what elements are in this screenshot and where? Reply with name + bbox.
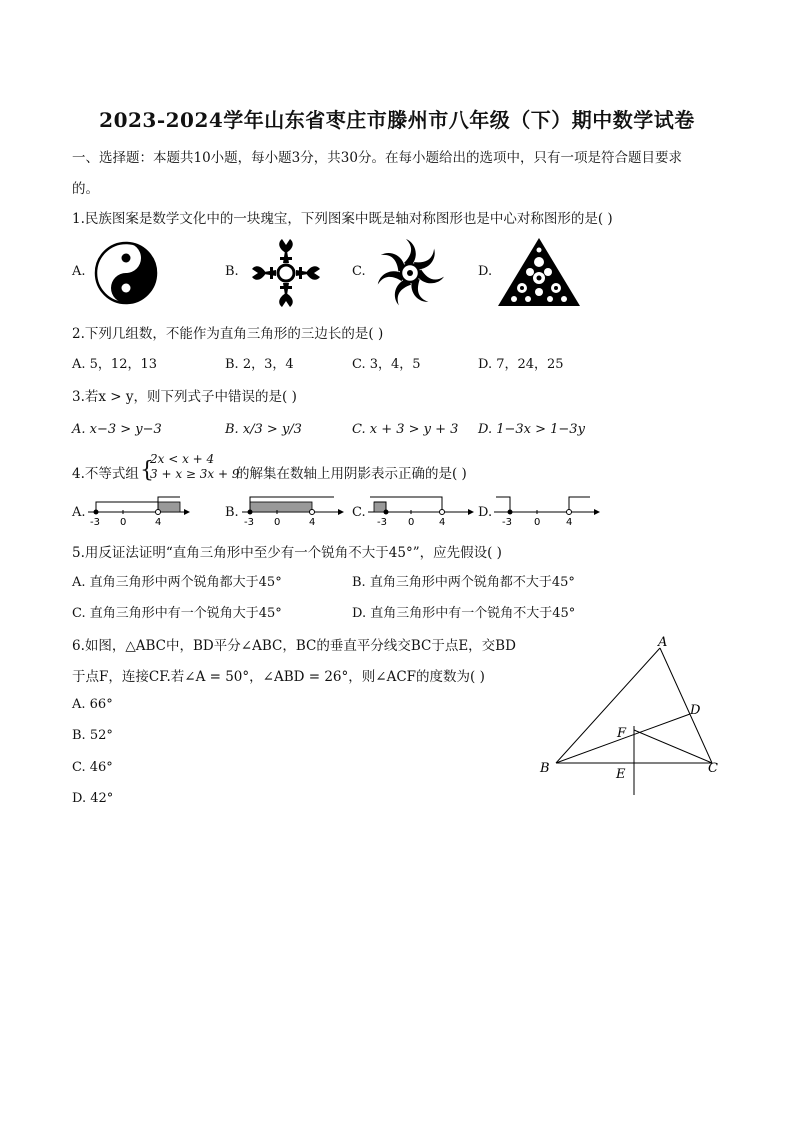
q5-option-d: D. 直角三角形中有一个锐角不大于45° [352, 606, 576, 621]
q6-option-c: C. 46° [72, 760, 113, 775]
q1-option-b-label: B. [225, 264, 239, 279]
q3-option-a: A. x−3 > y−3 [72, 422, 162, 437]
q3-option-b: B. x/3 > y/3 [225, 422, 302, 437]
q4-option-d-label: D. [478, 505, 493, 520]
tick-label: -3 [90, 517, 100, 528]
point-label-f: F [617, 726, 627, 741]
page-title: 2023-2024学年山东省枣庄市滕州市八年级（下）期中数学试卷 [99, 108, 695, 132]
triangle-pattern-icon [496, 236, 582, 308]
q2-option-c: C. 3，4，5 [352, 357, 421, 372]
section-instruction-line1: 一、选择题：本题共10小题，每小题3分，共30分。在每小题给出的选项中，只有一项是符合题目要求 [72, 150, 682, 166]
point-label-a: A [658, 635, 668, 650]
tick-label: 4 [566, 517, 573, 528]
point-label-b: B [540, 761, 550, 776]
number-line-d [492, 494, 600, 528]
point-label-e: E [616, 767, 626, 782]
tick-label: 4 [439, 517, 446, 528]
q6-option-b: B. 52° [72, 728, 113, 743]
point-label-c: C [708, 761, 718, 776]
q1-option-c-label: C. [352, 264, 366, 279]
q1-option-a-label: A. [72, 264, 86, 279]
q4-option-b-label: B. [225, 505, 239, 520]
q3-option-c: C. x + 3 > y + 3 [352, 422, 459, 437]
tick-label: -3 [377, 517, 387, 528]
segment-cf [634, 730, 712, 763]
q4-stem-suffix: 的解集在数轴上用阴影表示正确的是( ) [236, 466, 467, 482]
q4-system-line2: 3 + x ≥ 3x + 9 [150, 467, 240, 481]
q5-stem: 5.用反证法证明“直角三角形中至少有一个锐角不大于45°”，应先假设( ) [72, 545, 502, 561]
tick-label: 0 [534, 517, 541, 528]
tick-label: 0 [408, 517, 415, 528]
q4-system-line1: 2x < x + 4 [150, 452, 215, 466]
number-line-b [240, 494, 344, 528]
taiji-icon [92, 240, 162, 306]
q4-option-c-label: C. [352, 505, 366, 520]
number-line-c [366, 494, 474, 528]
point-label-d: D [690, 703, 701, 718]
q2-option-b: B. 2，3，4 [225, 357, 294, 372]
segment-ab [556, 648, 660, 763]
q6-stem-line1: 6.如图，△ABC中，BD平分∠ABC，BC的垂直平分线交BC于点E，交BD [72, 638, 516, 654]
q6-stem-line2: 于点F，连接CF.若∠A = 50°，∠ABD = 26°，则∠ACF的度数为( ) [72, 669, 485, 685]
tick-label: 4 [155, 517, 162, 528]
system-brace: { [140, 458, 154, 483]
q6-option-d: D. 42° [72, 791, 114, 806]
section-instruction-line2: 的。 [72, 181, 99, 197]
triangle-figure [530, 630, 730, 805]
q2-option-d: D. 7，24，25 [478, 357, 564, 372]
number-line-a [86, 494, 190, 528]
q4-option-a-label: A. [72, 505, 86, 520]
q2-option-a: A. 5，12，13 [72, 357, 158, 372]
q1-option-d-label: D. [478, 264, 493, 279]
q3-option-d: D. 1−3x > 1−3y [478, 422, 585, 437]
tick-label: -3 [244, 517, 254, 528]
q1-stem: 1.民族图案是数学文化中的一块瑰宝，下列图案中既是轴对称图形也是中心对称图形的是( ) [72, 211, 613, 227]
q3-stem: 3.若x > y，则下列式子中错误的是( ) [72, 389, 297, 405]
tick-label: 4 [309, 517, 316, 528]
tick-label: 0 [274, 517, 281, 528]
segment-ac [660, 648, 712, 763]
q6-option-a: A. 66° [72, 697, 113, 712]
tick-label: 0 [120, 517, 127, 528]
q2-stem: 2.下列几组数，不能作为直角三角形的三边长的是( ) [72, 326, 384, 342]
q5-option-c: C. 直角三角形中有一个锐角大于45° [72, 606, 282, 621]
cross-ornament-icon [246, 236, 326, 310]
tick-label: -3 [502, 517, 512, 528]
q5-option-b: B. 直角三角形中两个锐角都不大于45° [352, 575, 575, 590]
q4-stem-prefix: 4.不等式组 [72, 466, 139, 482]
q5-option-a: A. 直角三角形中两个锐角都大于45° [72, 575, 282, 590]
pinwheel-flower-icon [370, 236, 450, 310]
